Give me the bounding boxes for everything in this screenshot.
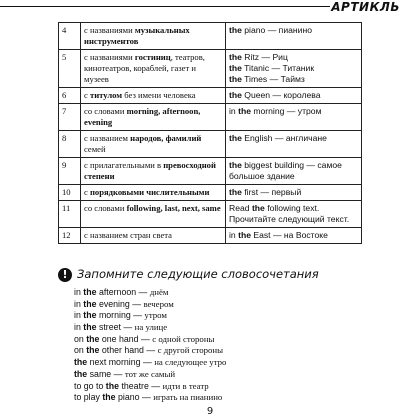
phrase-article: the [102,392,116,403]
rule-description [81,50,226,88]
article-rules-table [58,22,362,244]
bold-text: the [229,25,242,35]
text: morning — утром [250,106,322,116]
bold-text: народов, фамилий [130,133,202,143]
bold-text: following, last, next, same [126,203,221,213]
rule-description [81,23,226,50]
rule-example [226,201,362,228]
list-item [74,345,226,357]
rule-description [81,158,226,185]
text: East — на Востоке [250,230,328,240]
bold-text: the [229,90,242,100]
phrase-article: the [74,357,88,368]
rule-description [81,185,226,201]
phrase-prefix: on [74,333,87,344]
text: без имени человека [122,90,196,100]
table-row [59,104,362,131]
phrase-article: the [83,322,97,333]
phrase-prefix: in [74,298,84,309]
page-number: 9 [206,406,214,417]
text: с названиями [84,25,135,35]
phrase-english: street — [96,322,135,333]
phrase-english: morning — [96,310,145,321]
table-row [59,23,362,50]
row-number: 12 [59,228,81,244]
text: in [229,106,239,116]
text: , театров, кинотеатров, кораблей, газет и музеев [84,52,205,84]
text: Titanic — Титаник [241,63,315,73]
rule-description [81,104,226,131]
bold-text: the [229,133,242,143]
phrase-article: the [74,368,88,379]
table-row [59,201,362,228]
phrase-prefix: on [74,345,87,356]
table-row [59,131,362,158]
list-item [74,369,226,381]
rule-description [81,201,226,228]
rule-description [81,228,226,244]
bold-text: the [229,63,242,73]
bold-text: the [229,74,242,84]
phrase-prefix: in [74,322,84,333]
row-number: 10 [59,185,81,201]
text: семей [84,144,106,154]
text: с названием [84,133,131,143]
bold-text: the [238,106,251,116]
list-item [74,392,226,404]
list-item [74,287,226,299]
phrase-translation: с одной стороны [152,333,215,344]
phrase-article: the [86,345,100,356]
phrase-translation: играть на пианино [153,392,223,403]
rule-example [226,131,362,158]
phrase-translation: днём [149,287,169,297]
phrase-article: the [105,380,119,391]
list-item [74,381,226,393]
phrase-translation: с другой стороны [157,345,224,356]
text: following text. [264,203,320,213]
text: со словами [84,106,127,116]
phrase-translation: утром [144,310,167,321]
phrase-english: piano — [115,392,154,403]
phrase-english: next morning — [87,357,155,368]
header-rule [0,6,330,7]
phrase-english: one hand — [99,333,153,344]
bold-text: превосходной степени [84,160,216,181]
list-item [74,310,226,322]
phrase-list [74,287,226,404]
text: с названием стран света [84,230,172,240]
row-number: 9 [59,158,81,185]
phrase-translation: тот же самый [124,368,176,379]
rule-description [81,131,226,158]
text: Read [229,203,252,213]
rule-example [226,23,362,50]
bold-text: the [238,230,251,240]
row-number: 7 [59,104,81,131]
table-row [59,88,362,104]
row-number: 4 [59,23,81,50]
bold-text: the [229,160,242,170]
table-row [59,185,362,201]
phrase-english: other hand — [99,345,158,356]
text: piano — пианино [241,25,312,35]
row-number: 5 [59,50,81,88]
table-row [59,50,362,88]
notice-heading: Запомните следующие словосочетания [77,267,319,281]
table-row [59,228,362,244]
phrase-translation: на улице [134,322,168,333]
text: in [229,230,239,240]
phrase-prefix: to go to [74,380,106,391]
bold-text: the [229,187,242,197]
rules-table-body [59,23,362,244]
phrase-article: the [86,333,100,344]
bold-text: музыкальных инструментов [84,25,190,46]
text: с [84,90,90,100]
exclamation-icon: ! [58,268,72,282]
phrase-english: afternoon — [96,287,150,297]
bold-text: порядковыми числительными [89,187,210,197]
phrase-article: the [83,310,97,321]
phrase-translation: на следующее утро [154,357,227,368]
text: first — первый [241,187,302,197]
text: с [84,187,90,197]
table-row [59,158,362,185]
bold-text: титулом [89,90,123,100]
text: Прочитайте следующий текст. [229,214,350,224]
text: с названиями [84,52,135,62]
rule-description [81,88,226,104]
list-item [74,322,226,334]
rule-example [226,104,362,131]
phrase-translation: вечером [143,298,174,309]
phrase-english: same — [87,368,125,379]
phrase-article: the [83,287,97,297]
phrase-article: the [83,298,97,309]
list-item [74,299,226,311]
text: Ritz — Риц [241,52,288,62]
bold-text: the [229,52,242,62]
rule-example [226,158,362,185]
phrase-translation: идти в театр [162,380,209,391]
row-number: 11 [59,201,81,228]
bold-text: morning, afternoon, evening [84,106,201,127]
list-item [74,334,226,346]
rule-example [226,88,362,104]
row-number: 8 [59,131,81,158]
text: с прилагательными в [84,160,164,170]
list-item [74,357,226,369]
section-title: АРТИКЛЬ [331,0,400,14]
rule-example [226,50,362,88]
text: Times — Таймз [241,74,305,84]
text: со словами [84,203,127,213]
phrase-prefix: in [74,310,84,321]
rule-example [226,185,362,201]
bold-text: the [251,203,265,213]
text: Queen — королева [241,90,321,100]
phrase-prefix: to play [74,392,103,403]
phrase-prefix: in [74,287,84,297]
rule-example [226,228,362,244]
text: biggest building — самое большое здание [229,160,342,181]
row-number: 6 [59,88,81,104]
phrase-english: theatre — [119,380,163,391]
text: English — англичане [241,133,327,143]
phrase-english: evening — [96,298,144,309]
bold-text: гостиниц [134,52,171,62]
